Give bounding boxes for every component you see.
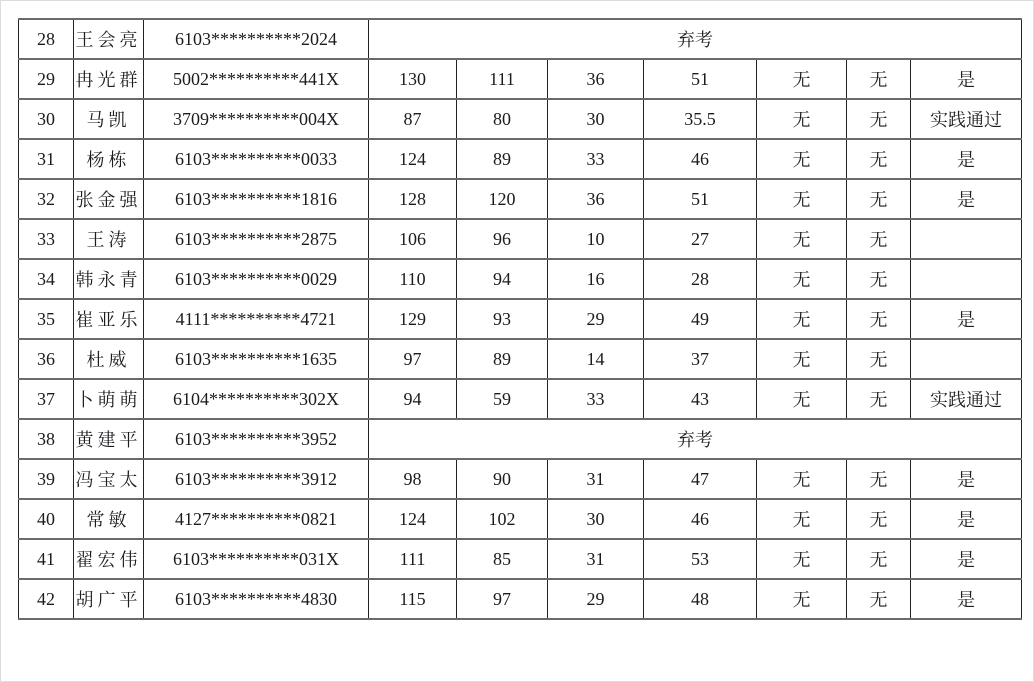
score-3-cell: 14 (548, 339, 644, 379)
score-4-cell: 28 (644, 259, 757, 299)
score-3-cell: 29 (548, 579, 644, 619)
pass-status-cell (911, 219, 1022, 259)
table-row (19, 139, 1022, 179)
score-1-cell: 130 (369, 59, 457, 99)
score-4-cell: 51 (644, 59, 757, 99)
score-1-cell: 94 (369, 379, 457, 419)
row-number-cell: 37 (19, 379, 74, 419)
row-number-cell: 38 (19, 419, 74, 459)
row-number-cell: 35 (19, 299, 74, 339)
pass-status-cell: 实践通过 (911, 379, 1022, 419)
id-number-cell: 4127**********0821 (144, 499, 369, 539)
name-cell: 韩永青 (74, 259, 144, 299)
name-cell: 崔亚乐 (74, 299, 144, 339)
pass-status-cell: 是 (911, 59, 1022, 99)
table-row (19, 179, 1022, 219)
id-number-cell: 6103**********3912 (144, 459, 369, 499)
pass-status-cell: 实践通过 (911, 99, 1022, 139)
score-1-cell: 115 (369, 579, 457, 619)
name-cell: 冉光群 (74, 59, 144, 99)
row-number-cell: 42 (19, 579, 74, 619)
flag-1-cell: 无 (757, 299, 847, 339)
pass-status-cell: 是 (911, 499, 1022, 539)
table-body (19, 19, 1022, 619)
row-number-cell: 31 (19, 139, 74, 179)
name-cell: 杜威 (74, 339, 144, 379)
pass-status-cell (911, 259, 1022, 299)
score-2-cell: 111 (457, 59, 548, 99)
exam-results-table (18, 18, 1022, 620)
flag-1-cell: 无 (757, 539, 847, 579)
id-number-cell: 6103**********031X (144, 539, 369, 579)
abandoned-exam-cell: 弃考 (369, 419, 1022, 459)
row-number-cell: 40 (19, 499, 74, 539)
pass-status-cell: 是 (911, 299, 1022, 339)
id-number-cell: 6103**********0033 (144, 139, 369, 179)
score-1-cell: 124 (369, 139, 457, 179)
name-cell: 卜萌萌 (74, 379, 144, 419)
name-cell: 常敏 (74, 499, 144, 539)
score-1-cell: 124 (369, 499, 457, 539)
row-number-cell: 30 (19, 99, 74, 139)
score-3-cell: 31 (548, 459, 644, 499)
flag-2-cell: 无 (847, 259, 911, 299)
score-2-cell: 96 (457, 219, 548, 259)
score-4-cell: 37 (644, 339, 757, 379)
score-4-cell: 53 (644, 539, 757, 579)
pass-status-cell: 是 (911, 179, 1022, 219)
id-number-cell: 6103**********1635 (144, 339, 369, 379)
score-4-cell: 35.5 (644, 99, 757, 139)
id-number-cell: 3709**********004X (144, 99, 369, 139)
score-2-cell: 93 (457, 299, 548, 339)
score-4-cell: 48 (644, 579, 757, 619)
flag-2-cell: 无 (847, 539, 911, 579)
flag-2-cell: 无 (847, 459, 911, 499)
row-number-cell: 28 (19, 19, 74, 59)
name-cell: 胡广平 (74, 579, 144, 619)
score-1-cell: 111 (369, 539, 457, 579)
score-3-cell: 36 (548, 179, 644, 219)
table-row (19, 499, 1022, 539)
score-4-cell: 51 (644, 179, 757, 219)
score-2-cell: 85 (457, 539, 548, 579)
score-2-cell: 80 (457, 99, 548, 139)
row-number-cell: 32 (19, 179, 74, 219)
id-number-cell: 4111**********4721 (144, 299, 369, 339)
flag-2-cell: 无 (847, 299, 911, 339)
id-number-cell: 6103**********1816 (144, 179, 369, 219)
name-cell: 王涛 (74, 219, 144, 259)
table-row (19, 219, 1022, 259)
score-1-cell: 110 (369, 259, 457, 299)
score-3-cell: 10 (548, 219, 644, 259)
flag-1-cell: 无 (757, 219, 847, 259)
table-row (19, 59, 1022, 99)
flag-2-cell: 无 (847, 339, 911, 379)
score-1-cell: 128 (369, 179, 457, 219)
id-number-cell: 6103**********2875 (144, 219, 369, 259)
score-3-cell: 33 (548, 139, 644, 179)
id-number-cell: 5002**********441X (144, 59, 369, 99)
score-1-cell: 97 (369, 339, 457, 379)
flag-1-cell: 无 (757, 179, 847, 219)
score-1-cell: 129 (369, 299, 457, 339)
flag-2-cell: 无 (847, 219, 911, 259)
score-3-cell: 33 (548, 379, 644, 419)
score-3-cell: 36 (548, 59, 644, 99)
score-4-cell: 27 (644, 219, 757, 259)
name-cell: 王会亮 (74, 19, 144, 59)
flag-2-cell: 无 (847, 59, 911, 99)
score-3-cell: 16 (548, 259, 644, 299)
score-4-cell: 49 (644, 299, 757, 339)
flag-2-cell: 无 (847, 139, 911, 179)
flag-2-cell: 无 (847, 179, 911, 219)
id-number-cell: 6104**********302X (144, 379, 369, 419)
score-2-cell: 120 (457, 179, 548, 219)
pass-status-cell: 是 (911, 139, 1022, 179)
table-row (19, 299, 1022, 339)
table-row (19, 379, 1022, 419)
table-row (19, 459, 1022, 499)
score-4-cell: 46 (644, 499, 757, 539)
score-2-cell: 102 (457, 499, 548, 539)
score-4-cell: 46 (644, 139, 757, 179)
name-cell: 杨栋 (74, 139, 144, 179)
id-number-cell: 6103**********2024 (144, 19, 369, 59)
table-row (19, 419, 1022, 459)
name-cell: 黄建平 (74, 419, 144, 459)
id-number-cell: 6103**********3952 (144, 419, 369, 459)
row-number-cell: 34 (19, 259, 74, 299)
pass-status-cell: 是 (911, 539, 1022, 579)
flag-2-cell: 无 (847, 579, 911, 619)
flag-2-cell: 无 (847, 99, 911, 139)
score-1-cell: 87 (369, 99, 457, 139)
table-row (19, 339, 1022, 379)
name-cell: 冯宝太 (74, 459, 144, 499)
table-row (19, 539, 1022, 579)
score-1-cell: 106 (369, 219, 457, 259)
table-row (19, 579, 1022, 619)
score-3-cell: 29 (548, 299, 644, 339)
pass-status-cell: 是 (911, 579, 1022, 619)
flag-2-cell: 无 (847, 499, 911, 539)
flag-1-cell: 无 (757, 579, 847, 619)
score-2-cell: 89 (457, 139, 548, 179)
score-2-cell: 59 (457, 379, 548, 419)
flag-1-cell: 无 (757, 459, 847, 499)
row-number-cell: 29 (19, 59, 74, 99)
score-1-cell: 98 (369, 459, 457, 499)
pass-status-cell (911, 339, 1022, 379)
score-4-cell: 43 (644, 379, 757, 419)
flag-1-cell: 无 (757, 499, 847, 539)
score-2-cell: 90 (457, 459, 548, 499)
table-row (19, 259, 1022, 299)
score-3-cell: 31 (548, 539, 644, 579)
score-3-cell: 30 (548, 499, 644, 539)
id-number-cell: 6103**********0029 (144, 259, 369, 299)
flag-1-cell: 无 (757, 139, 847, 179)
row-number-cell: 36 (19, 339, 74, 379)
pass-status-cell: 是 (911, 459, 1022, 499)
row-number-cell: 33 (19, 219, 74, 259)
name-cell: 张金强 (74, 179, 144, 219)
flag-1-cell: 无 (757, 339, 847, 379)
score-2-cell: 97 (457, 579, 548, 619)
id-number-cell: 6103**********4830 (144, 579, 369, 619)
flag-1-cell: 无 (757, 99, 847, 139)
name-cell: 翟宏伟 (74, 539, 144, 579)
score-4-cell: 47 (644, 459, 757, 499)
score-3-cell: 30 (548, 99, 644, 139)
abandoned-exam-cell: 弃考 (369, 19, 1022, 59)
flag-1-cell: 无 (757, 59, 847, 99)
score-2-cell: 89 (457, 339, 548, 379)
flag-1-cell: 无 (757, 259, 847, 299)
row-number-cell: 39 (19, 459, 74, 499)
table-row (19, 19, 1022, 59)
flag-1-cell: 无 (757, 379, 847, 419)
flag-2-cell: 无 (847, 379, 911, 419)
name-cell: 马凯 (74, 99, 144, 139)
table-row (19, 99, 1022, 139)
row-number-cell: 41 (19, 539, 74, 579)
score-2-cell: 94 (457, 259, 548, 299)
